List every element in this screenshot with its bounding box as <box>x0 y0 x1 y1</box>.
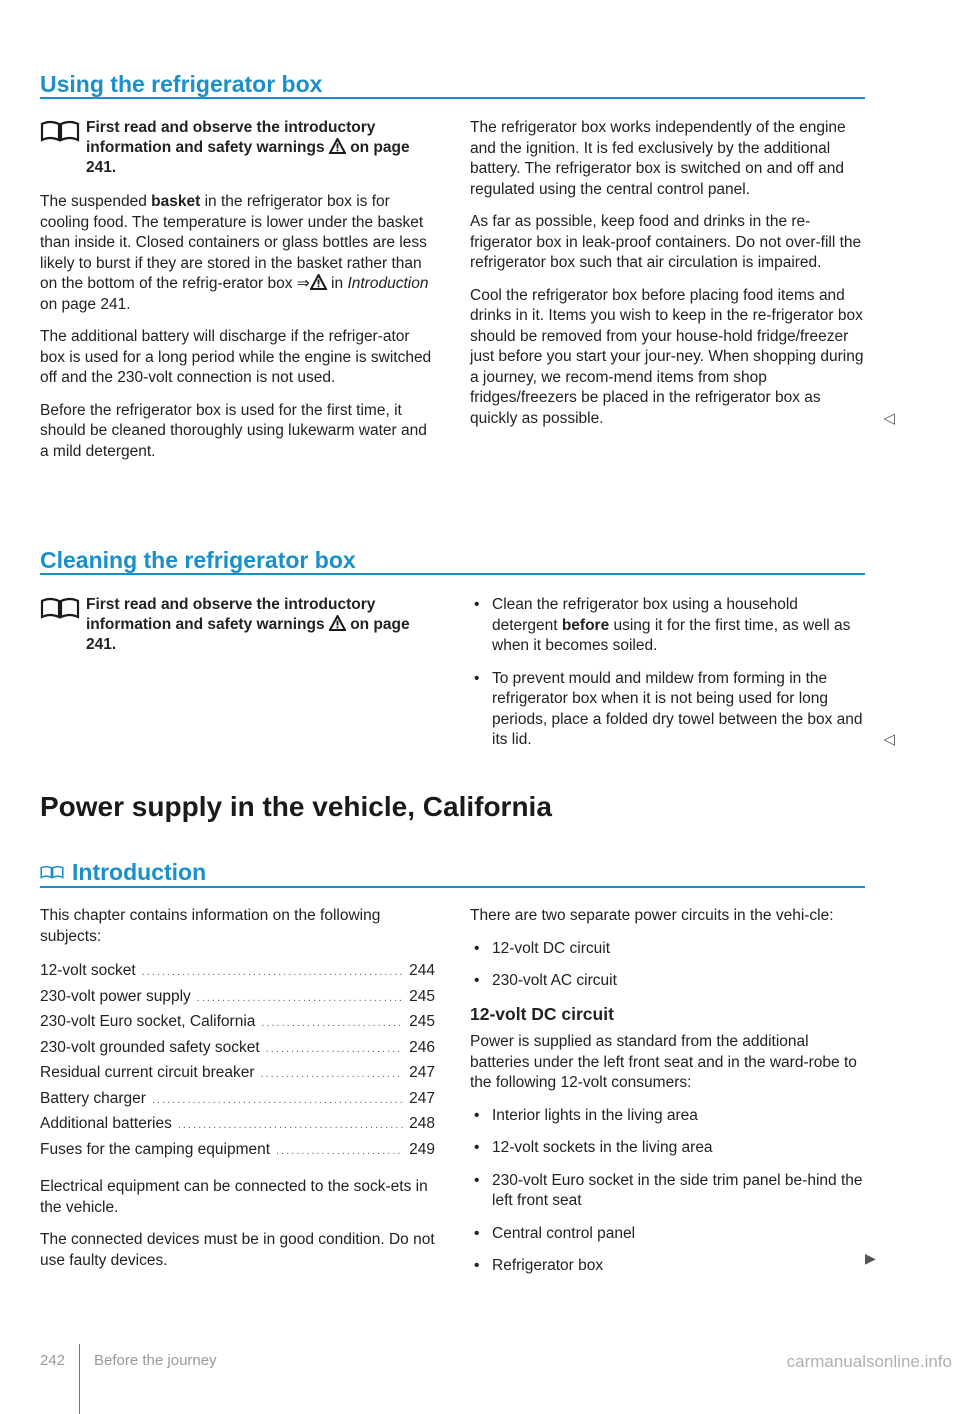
toc-row[interactable]: 230-volt grounded safety socket ..... 246 <box>40 1036 435 1062</box>
battery-paragraph: The additional battery will discharge if the refriger-ator box is used for a long period while the engine is switched off and the 230-volt connection is not used. <box>40 328 432 386</box>
page-number: 242 <box>40 1351 66 1369</box>
note-page-ref[interactable]: on page 241. <box>86 139 410 176</box>
condition-paragraph: The connected devices must be in good condition. Do not use faulty devices. <box>40 1231 435 1269</box>
book-icon <box>40 120 80 142</box>
using-right-column <box>470 118 895 441</box>
intro-text: This chapter contains information on the following subjects: <box>40 907 381 945</box>
dc-circuit-heading: 12-volt DC circuit <box>470 1003 614 1024</box>
warning-triangle-icon <box>329 615 346 631</box>
section-title-cleaning: Cleaning the refrigerator box <box>40 547 356 573</box>
arrow-ref-icon: ⇒ <box>296 275 310 292</box>
warning-triangle-icon <box>310 274 327 290</box>
using-left-column <box>40 118 435 474</box>
safety-note <box>40 595 435 655</box>
cleaning-first-use-paragraph: Before the refrigerator box is used for the first time, it should be cleaned thoroughly using lukewarm water and a mild detergent. <box>40 401 427 460</box>
toc-row[interactable]: Additional batteries ..... 248 <box>40 1112 435 1138</box>
containers-paragraph: As far as possible, keep food and drinks in the re-frigerator box in leak-proof containers. Do not over-fill the refrigerator box such that air circulation is impaired. <box>470 213 862 271</box>
warning-triangle-icon <box>329 138 346 154</box>
cool-paragraph: Cool the refrigerator box before placing food items and drinks in it. Items you wish to keep in the re-frigerator box should be removed from your house-hold fridge/freezer just before you start your jour-ney. When shopping during a journey, we recom-mend items from shop fridges/freezers be placed in the refrigerator box as quickly as possible. ◁ <box>470 286 865 430</box>
cleaning-left-column <box>40 595 435 669</box>
toc-list <box>40 959 435 1163</box>
list-item: • 12-volt DC circuit <box>470 939 865 960</box>
toc-row[interactable]: 12-volt socket ..... 244 <box>40 959 435 985</box>
note-text: First read and observe the introductory information and safety warnings <box>86 596 376 633</box>
toc-row[interactable]: Fuses for the camping equipment ..... 249 <box>40 1138 435 1164</box>
basket-paragraph: The suspended basket in the refrigerator box is for cooling food. The temperature is lower under the basket than inside it. Closed containers or glass bottles are less likely to burst if they are stored in the basket rather than on the bottom of the refrig-erator box ⇒ in Introduction on page 241. <box>40 193 429 313</box>
toc-row[interactable]: 230-volt Euro socket, California ..... 245 <box>40 1010 435 1036</box>
section-rule <box>40 97 865 99</box>
connect-paragraph: Electrical equipment can be connected to the sock-ets in the vehicle. <box>40 1178 428 1216</box>
power-left-column <box>40 906 435 1283</box>
introduction-link[interactable]: Introduction <box>347 275 429 292</box>
intro-heading <box>40 858 206 886</box>
note-page-ref[interactable]: on page 241. <box>86 616 410 653</box>
toc-row[interactable]: Battery charger ..... 247 <box>40 1087 435 1113</box>
list-item: • Interior lights in the living area <box>470 1106 865 1127</box>
footer-divider <box>79 1344 80 1414</box>
chapter-title: Power supply in the vehicle, California <box>40 791 552 822</box>
cleaning-right-column <box>470 595 895 763</box>
section-rule <box>40 573 865 575</box>
section-title-using: Using the refrigerator box <box>40 71 323 97</box>
list-item: • Refrigerator box <box>470 1256 865 1277</box>
page-footer <box>40 1306 217 1414</box>
continue-arrow-icon: ▶ <box>865 1250 876 1266</box>
toc-row[interactable]: 230-volt power supply ..... 245 <box>40 985 435 1011</box>
toc-row[interactable]: Residual current circuit breaker ..... 247 <box>40 1061 435 1087</box>
book-icon <box>40 597 80 619</box>
section-end-icon: ◁ <box>883 731 895 748</box>
list-item: • 230-volt Euro socket in the side trim panel be-hind the left front seat <box>470 1171 865 1212</box>
section-end-icon: ◁ <box>883 409 895 427</box>
book-icon <box>40 864 64 880</box>
footer-chapter: Before the journey <box>94 1351 217 1369</box>
independent-paragraph: The refrigerator box works independently of the engine and the ignition. It is fed exclusively by the additional battery. The refrigerator box is switched on and off and regulated using the central control panel. <box>470 119 846 198</box>
list-item: • 12-volt sockets in the living area <box>470 1138 865 1159</box>
watermark: carmanualsonline.info <box>786 1352 952 1371</box>
list-item: • 230-volt AC circuit <box>470 971 865 992</box>
list-item: • To prevent mould and mildew from forming in the refrigerator box when it is not being used for long periods, place a folded dry towel between the box and its lid. ◁ <box>470 669 865 751</box>
power-right-column <box>470 906 865 1289</box>
intro-title: Introduction <box>72 859 207 885</box>
section-rule <box>40 886 865 888</box>
safety-note <box>40 118 435 178</box>
list-item: • Central control panel <box>470 1224 865 1245</box>
circuits-intro: There are two separate power circuits in the vehi-cle: <box>470 907 834 924</box>
dc-circuit-text: Power is supplied as standard from the additional batteries under the left front seat and in the ward-robe to the following 12-volt consumers: <box>470 1033 857 1091</box>
note-text: First read and observe the introductory information and safety warnings <box>86 119 376 156</box>
list-item: • Clean the refrigerator box using a household detergent before using it for the first time, as well as when it becomes soiled. <box>470 595 865 657</box>
